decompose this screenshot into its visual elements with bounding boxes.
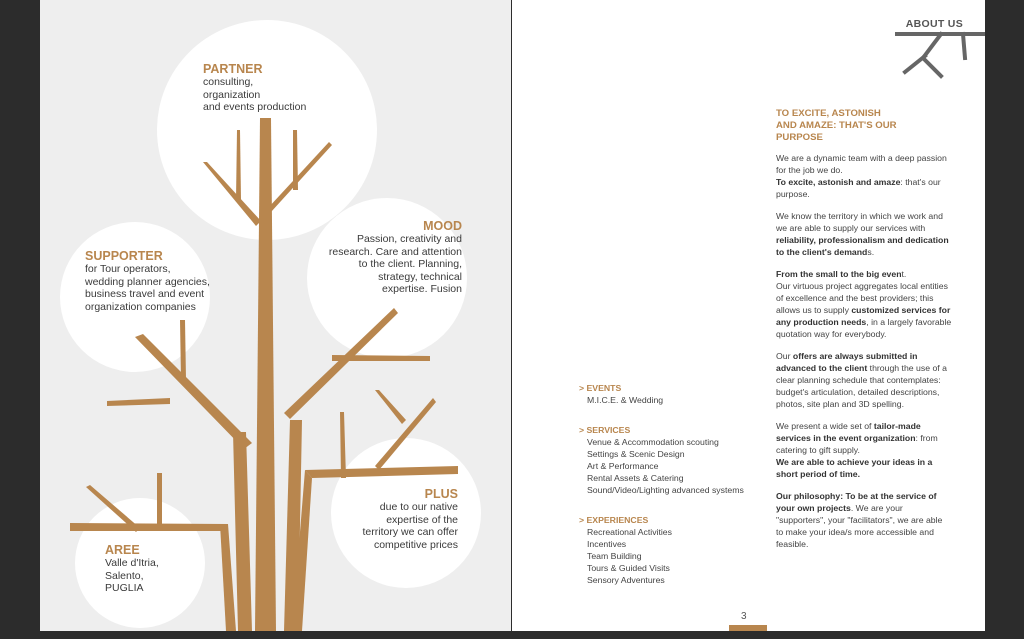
- partner-title: PARTNER: [203, 62, 263, 76]
- text-run: We present a wide set of: [776, 421, 874, 431]
- supporter-line: for Tour operators,: [85, 263, 171, 275]
- supporter-line: business travel and event: [85, 288, 205, 300]
- list-item: Venue & Accommodation scouting: [587, 437, 719, 447]
- about-text-column: [776, 108, 952, 560]
- aree-line: PUGLIA: [105, 582, 144, 594]
- mood-line: expertise. Fusion: [382, 283, 462, 295]
- text-run-bold: From the small to the big even: [776, 269, 902, 279]
- list-item: Art & Performance: [587, 461, 659, 471]
- text-run: We know the territory in which we work and we are able to supply our services with: [776, 211, 943, 233]
- text-run: : that's our purpose.: [776, 177, 941, 199]
- purpose-title-line: PURPOSE: [776, 132, 823, 143]
- services-list: [579, 424, 744, 496]
- plus-line: due to our native: [379, 501, 458, 513]
- text-run-bold: customized services for any production needs: [776, 305, 951, 327]
- paragraph-services: [776, 420, 952, 480]
- plus-block: [340, 487, 458, 551]
- services-title: > SERVICES: [579, 425, 631, 435]
- purpose-title-line: TO EXCITE, ASTONISH: [776, 108, 881, 119]
- text-run: , in a largely favorable quotation way for everybody.: [776, 317, 952, 339]
- paragraph-territory: [776, 210, 952, 258]
- text-run-bold: To excite, astonish and amaze: [776, 177, 901, 187]
- supporter-line: wedding planner agencies,: [85, 275, 210, 288]
- paragraph-offers: [776, 350, 952, 410]
- text-run: Our virtuous project aggregates local entities of excellence and the best providers; this allows us to supply: [776, 281, 948, 315]
- supporter-line: organization companies: [85, 300, 196, 313]
- mood-line: strategy, technical: [378, 270, 462, 283]
- text-run: : from catering to gift supply.: [776, 433, 938, 455]
- text-run: We are a dynamic team with a deep passion for the job we do.: [776, 153, 947, 175]
- list-item: Rental Assets & Catering: [587, 473, 684, 483]
- partner-line: consulting,: [203, 76, 254, 88]
- branch-mark-icon: [895, 18, 985, 88]
- list-item: M.I.C.E. & Wedding: [587, 395, 664, 405]
- aree-title: AREE: [105, 543, 140, 557]
- mood-line: Passion, creativity and: [356, 233, 462, 245]
- aree-block: [105, 543, 205, 595]
- purpose-title: [776, 108, 952, 144]
- plus-line: expertise of the: [386, 513, 458, 526]
- text-run-bold: reliability, professionalism and dedication to the client's demand: [776, 235, 949, 257]
- list-item: Sensory Adventures: [587, 575, 665, 585]
- text-run: through the use of a clear planning schedule that contemplates: budget's articulation, detailed descriptions, photos, site plan and 3D spelling.: [776, 363, 947, 409]
- text-run: t.: [901, 269, 907, 279]
- aree-line: Salento,: [105, 569, 144, 582]
- text-run: . We are your "supporters", your "facilitators", we are able to make your idea/s more accessible and feasible.: [776, 503, 943, 549]
- experiences-title: > EXPERIENCES: [579, 515, 649, 525]
- page-number: 3: [741, 611, 747, 622]
- text-run: s.: [867, 247, 875, 257]
- text-run-bold: Our philosophy: To be at the service of your own projects: [776, 491, 937, 513]
- partner-line: organization: [203, 88, 261, 101]
- mood-block: [310, 219, 462, 296]
- supporter-title: SUPPORTER: [85, 249, 163, 263]
- right-page: [512, 0, 985, 631]
- text-run-bold: We are able to achieve your ideas in a short period of time.: [776, 457, 933, 479]
- experiences-list: [579, 514, 672, 586]
- page-number-bar: [729, 625, 767, 631]
- list-item: Settings & Scenic Design: [587, 449, 685, 459]
- partner-block: [203, 62, 353, 114]
- partner-line: and events production: [203, 101, 307, 113]
- plus-line: territory we can offer: [362, 526, 458, 538]
- plus-title: PLUS: [424, 487, 458, 501]
- text-run-bold: offers are always submitted in advanced to the client: [776, 351, 918, 373]
- left-page: [40, 0, 511, 631]
- paragraph-small-big: [776, 268, 952, 340]
- list-item: Recreational Activities: [587, 527, 672, 537]
- mood-line: to the client. Planning,: [358, 258, 462, 270]
- paragraph-team: [776, 152, 952, 200]
- paragraph-philosophy: [776, 490, 952, 550]
- events-title: > EVENTS: [579, 383, 622, 393]
- mood-line: research. Care and attention: [328, 245, 462, 258]
- text-run-bold: tailor-made services in the event organization: [776, 421, 921, 443]
- about-us-label: ABOUT US: [905, 18, 963, 30]
- plus-line: competitive prices: [373, 538, 458, 551]
- text-run: Our: [776, 351, 793, 361]
- purpose-title-line: AND AMAZE: THAT'S OUR: [776, 120, 897, 131]
- aree-line: Valle d'Itria,: [105, 557, 159, 569]
- list-item: Incentives: [587, 539, 627, 549]
- mood-title: MOOD: [423, 219, 462, 233]
- supporter-block: [85, 249, 245, 313]
- list-item: Tours & Guided Visits: [587, 563, 670, 573]
- list-item: Team Building: [587, 551, 642, 561]
- events-list: [579, 382, 663, 406]
- list-item: Sound/Video/Lighting advanced systems: [587, 485, 744, 495]
